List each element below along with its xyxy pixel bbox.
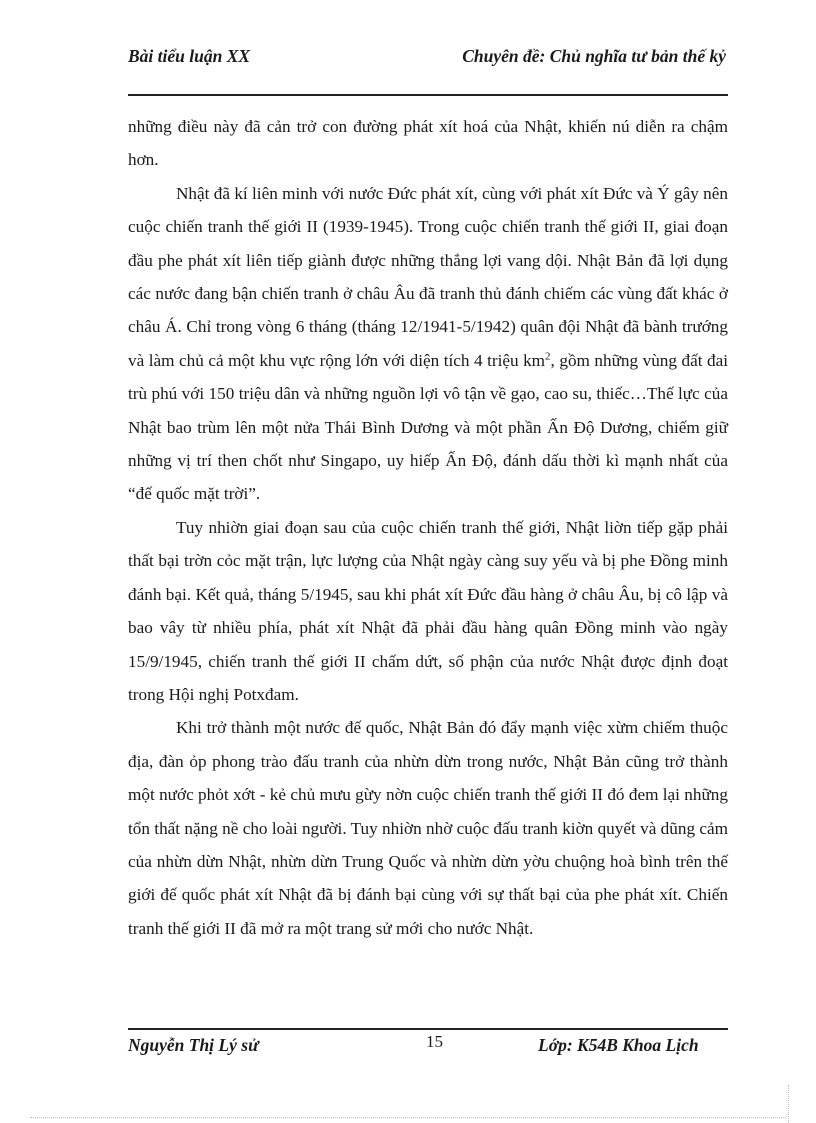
paragraph-2: Nhật đã kí liên minh với nước Đức phát xít, cùng với phát xít Đức và Ý gây nên cuộc chiến tranh thế giới II (1939-1945). Trong cuộc chiến tranh thế giới II, giai đoạn đầu phe phát xít liên tiếp giành được những thắng lợi vang dội. Nhật Bản đã lợi dụng các nước đang bận chiến tranh ở châu Âu đã tranh thủ đánh chiếm các vùng đất khác ở châu Á. Chỉ trong vòng 6 tháng (tháng 12/1941-5/1942) quân đội Nhật đã bành trướng và làm chủ cả một khu vực rộng lớn với diện tích 4 triệu $km^2$, gồm những vùng đất đai trù phú với 150 triệu dân và những nguồn lợi vô tận về gạo, cao su, thiếc…Thế lực của Nhật bao trùm lên một nửa Thái Bình Dương và một phần Ấn Độ Dương, chiếm giữ những vị trí then chốt như Singapo, uy hiếp Ấn Độ, đánh dấu thời kì mạnh nhất của “đế quốc mặt trời”. <box>128 183 728 504</box>
page-footer <box>128 1034 728 1082</box>
header-divider <box>128 94 728 96</box>
document-body <box>128 110 728 945</box>
footer-author: Nguyễn Thị Lý sử <box>128 1035 259 1055</box>
page-number: 15 <box>426 1032 443 1051</box>
header-right-title: Chuyên đề: Chủ nghĩa tư bản thế kỷ <box>462 46 726 66</box>
paragraph-4: Khi trở thành một nước đế quốc, Nhật Bản đó đẩy mạnh việc xừm chiếm thuộc địa, đàn ỏp phong trào đấu tranh của nhừn dừn trong nước, Nhật Bản cũng trở thành một nước phỏt xớt - kẻ chủ mưu gừy nờn cuộc chiến tranh thế giới II đó đem lại những tổn thất nặng nề cho loài người. Tuy nhiờn nhờ cuộc đấu tranh kiờn quyết và dũng cảm của nhừn dừn Nhật, nhừn dừn Trung Quốc và nhừn dừn yờu chuộng hoà bình trên thế giới đế quốc phát xít Nhật đã bị đánh bại cùng với sự thất bại của phe phát xít. Chiến tranh thế giới II đã mở ra một trang sử mới cho nước Nhật. <box>128 718 728 938</box>
paragraph-3: Tuy nhiờn giai đoạn sau của cuộc chiến tranh thế giới, Nhật liờn tiếp gặp phải thất bại trờn cỏc mặt trận, lực lượng của Nhật ngày càng suy yếu và bị phe Đồng minh đánh bại. Kết quả, tháng 5/1945, sau khi phát xít Đức đầu hàng ở châu Âu, bị cô lập và bao vây từ nhiều phía, phát xít Nhật đã phải đầu hàng quân Đồng minh vào ngày 15/9/1945, chiến tranh thế giới II chấm dứt, số phận của nước Nhật được định đoạt trong Hội nghị Potxđam. <box>128 517 728 704</box>
footer-class: Lớp: K54B Khoa Lịch <box>538 1035 699 1055</box>
superscript-2: 2 <box>545 350 551 363</box>
footer-divider <box>128 1028 728 1030</box>
page-edge-dotted-line <box>30 1117 786 1118</box>
paragraph-1: những điều này đã cản trở con đường phát xít hoá của Nhật, khiến nú diễn ra chậm hơn. <box>128 117 728 170</box>
page-header <box>128 46 728 96</box>
page-corner-dotted-line <box>788 1085 789 1123</box>
header-left-title: Bài tiểu luận XX <box>128 46 251 66</box>
